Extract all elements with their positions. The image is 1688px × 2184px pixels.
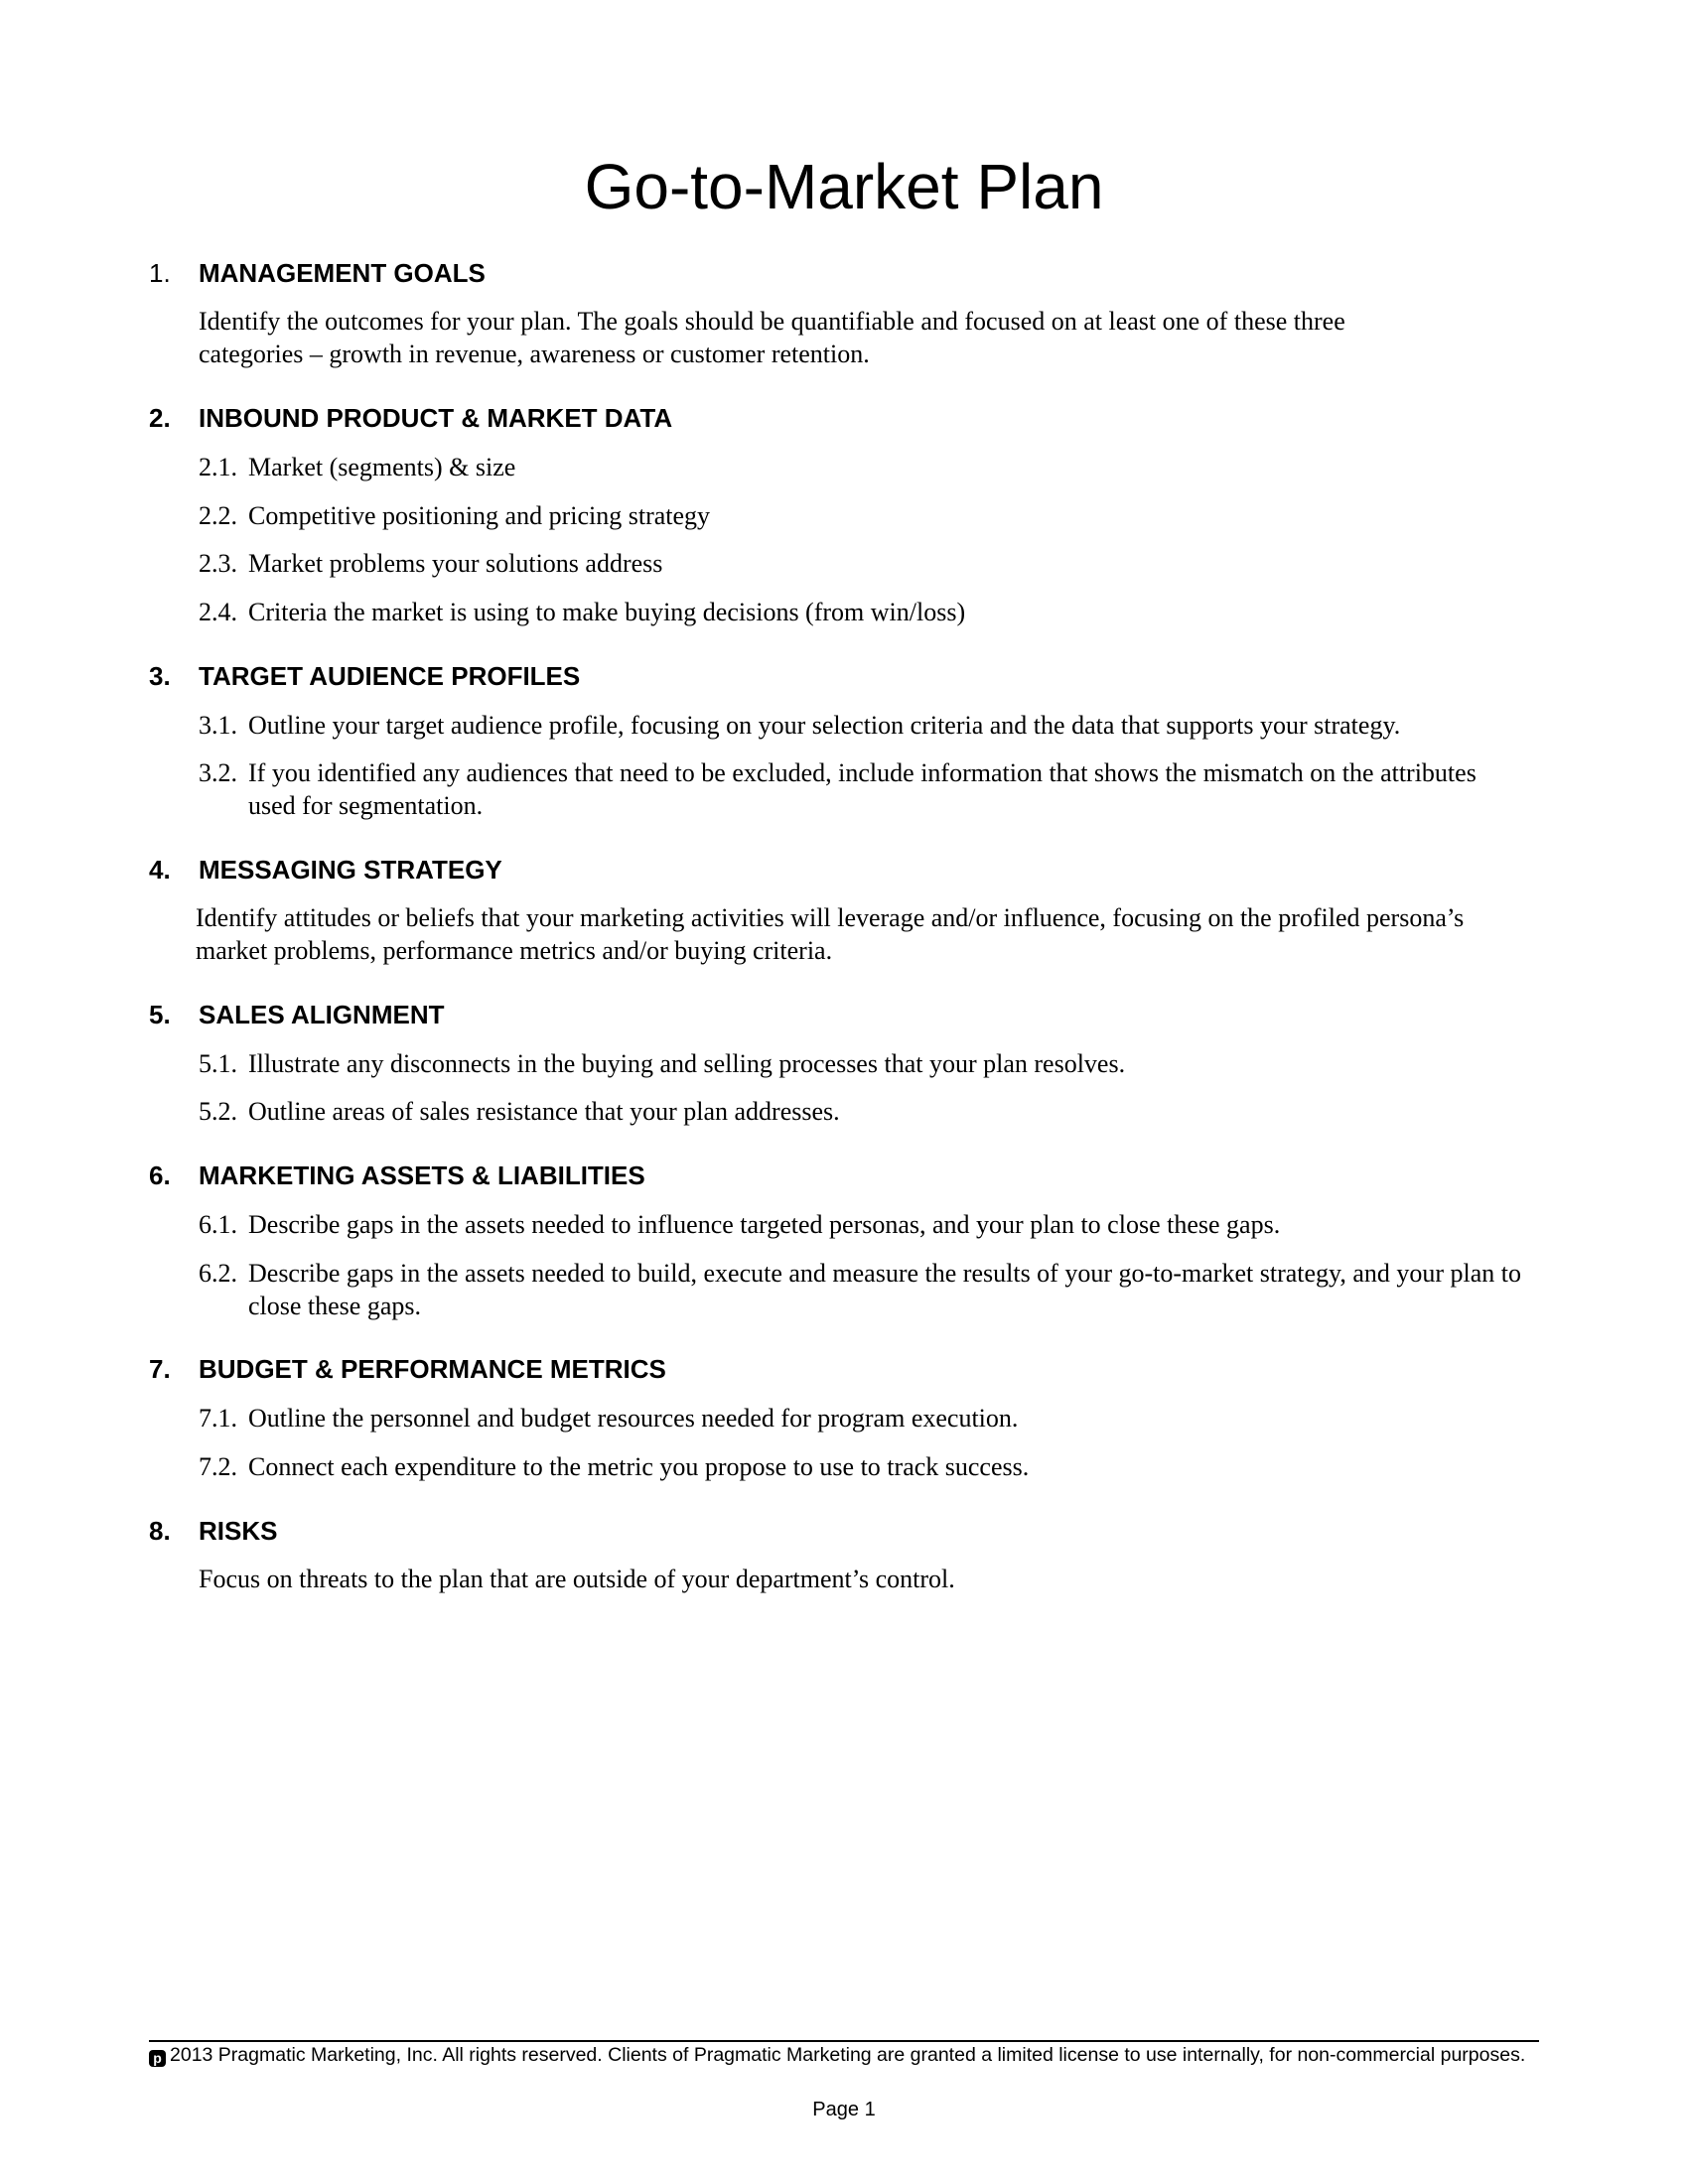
- list-item: [199, 756, 1479, 822]
- item-number: 6.2.: [199, 1259, 237, 1288]
- pragmatic-logo-icon: p: [149, 2050, 166, 2067]
- section-number: 7.: [149, 1354, 171, 1384]
- list-item: [199, 1450, 1549, 1483]
- footer-copyright: [149, 2043, 1539, 2068]
- section-heading-sales-alignment: [149, 999, 444, 1030]
- section-heading-target-audience: [149, 660, 580, 692]
- item-number: 2.4.: [199, 598, 237, 626]
- section-title: MARKETING ASSETS & LIABILITIES: [199, 1160, 645, 1190]
- section-number: 3.: [149, 661, 171, 691]
- list-item: [199, 499, 1549, 532]
- section-heading-messaging-strategy: [149, 854, 502, 886]
- list-item: [199, 709, 1589, 742]
- section-number: 5.: [149, 1000, 171, 1029]
- list-item: [199, 596, 1549, 628]
- item-number: 3.1.: [199, 711, 237, 740]
- item-text: If you identified any audiences that need to be excluded, include information that shows the mismatch on the attributes used for segmentation.: [248, 758, 1477, 820]
- item-text: Market problems your solutions address: [248, 549, 663, 578]
- item-text: Market (segments) & size: [248, 453, 516, 481]
- item-number: 2.3.: [199, 549, 237, 578]
- section-heading-budget-metrics: [149, 1353, 666, 1385]
- item-text: Describe gaps in the assets needed to influence targeted personas, and your plan to close these gaps.: [248, 1210, 1281, 1239]
- item-text: Competitive positioning and pricing strategy: [248, 501, 711, 530]
- section-number: 6.: [149, 1160, 171, 1190]
- list-item: [199, 1047, 1549, 1080]
- section-title: INBOUND PRODUCT & MARKET DATA: [199, 403, 673, 433]
- section-heading-management-goals: [149, 257, 486, 289]
- item-text: Criteria the market is using to make buying decisions (from win/loss): [248, 598, 966, 626]
- section-body: Identify attitudes or beliefs that your marketing activities will leverage and/or influence, focusing on the profiled persona’s market problems, performance metrics and/or buying criteria.: [196, 903, 1465, 965]
- page-title: Go-to-Market Plan: [584, 151, 1104, 222]
- item-number: 2.1.: [199, 453, 237, 481]
- item-number: 5.1.: [199, 1049, 237, 1078]
- item-text: Outline the personnel and budget resources needed for program execution.: [248, 1404, 1019, 1433]
- section-title: MANAGEMENT GOALS: [199, 258, 486, 288]
- item-number: 2.2.: [199, 501, 237, 530]
- item-number: 5.2.: [199, 1097, 237, 1126]
- list-item: [199, 1257, 1579, 1322]
- list-item: [199, 1095, 1549, 1128]
- item-number: 7.2.: [199, 1452, 237, 1481]
- section-title: MESSAGING STRATEGY: [199, 855, 502, 885]
- list-item: [199, 547, 1549, 580]
- item-number: 7.1.: [199, 1404, 237, 1433]
- footer-divider: [149, 2040, 1539, 2042]
- item-text: Describe gaps in the assets needed to build, execute and measure the results of your go-to-market strategy, and your plan to close these gaps.: [248, 1259, 1522, 1320]
- page-number: Page 1: [812, 2099, 876, 2120]
- item-number: 3.2.: [199, 758, 237, 787]
- section-number: 4.: [149, 855, 171, 885]
- section-title: TARGET AUDIENCE PROFILES: [199, 661, 581, 691]
- list-item: [199, 1208, 1549, 1241]
- section-title: BUDGET & PERFORMANCE METRICS: [199, 1354, 666, 1384]
- section-heading-inbound-data: [149, 402, 672, 434]
- section-title: SALES ALIGNMENT: [199, 1000, 445, 1029]
- item-text: Illustrate any disconnects in the buying and selling processes that your plan resolves.: [248, 1049, 1126, 1078]
- section-body: Identify the outcomes for your plan. The goals should be quantifiable and focused on at least one of these three categories – growth in revenue, awareness or customer retention.: [199, 307, 1345, 368]
- copyright-text: 2013 Pragmatic Marketing, Inc. All rights reserved. Clients of Pragmatic Marketing are granted a limited license to use internally, for non-commercial purposes.: [170, 2044, 1526, 2066]
- section-title: RISKS: [199, 1516, 278, 1546]
- list-item: [199, 451, 1549, 483]
- item-text: Outline areas of sales resistance that your plan addresses.: [248, 1097, 840, 1126]
- section-heading-marketing-assets: [149, 1160, 645, 1191]
- item-number: 6.1.: [199, 1210, 237, 1239]
- section-heading-risks: [149, 1515, 277, 1547]
- list-item: [199, 1402, 1549, 1434]
- section-number: 8.: [149, 1516, 171, 1546]
- section-body: Focus on threats to the plan that are outside of your department’s control.: [199, 1565, 955, 1593]
- item-text: Outline your target audience profile, focusing on your selection criteria and the data that supports your strategy.: [248, 711, 1401, 740]
- section-number: 2.: [149, 403, 171, 433]
- section-number: 1.: [149, 258, 171, 288]
- item-text: Connect each expenditure to the metric you propose to use to track success.: [248, 1452, 1030, 1481]
